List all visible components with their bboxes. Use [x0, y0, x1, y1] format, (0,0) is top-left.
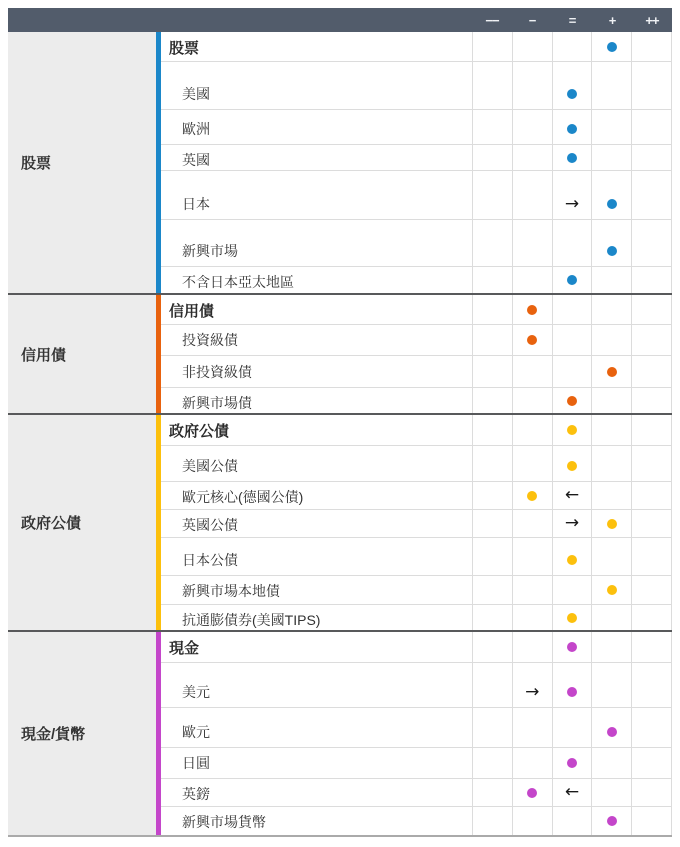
stance-cell-+: [591, 356, 631, 387]
stance-cells: [472, 779, 672, 806]
stance-cell-=: [552, 446, 592, 481]
column-header-overweight: +: [608, 12, 616, 28]
stance-cell-++: [631, 171, 671, 219]
stance-cell--: [512, 415, 552, 445]
stance-cell-=: [552, 748, 592, 778]
stance-cell---: [472, 807, 512, 835]
row-label: 新興市場貨幣: [182, 814, 266, 830]
table-body: [8, 32, 672, 837]
stance-cell-=: [552, 171, 592, 219]
stance-cells: [472, 295, 672, 324]
stance-cell-++: [631, 632, 671, 662]
stance-cell-+: [591, 576, 631, 604]
stance-dot: [527, 491, 537, 501]
stance-cell-++: [631, 538, 671, 575]
column-header-underweight: −: [528, 12, 536, 28]
table-row: [161, 110, 672, 145]
stance-cells: [472, 576, 672, 604]
stance-cell-+: [591, 538, 631, 575]
stance-dot: [567, 89, 577, 99]
stance-cells: [472, 171, 672, 219]
stance-cell--: [512, 807, 552, 835]
section-equities: [8, 32, 672, 293]
stance-cell--: [512, 663, 552, 707]
section-rows: [161, 415, 672, 630]
row-label: 信用債: [169, 302, 215, 320]
stance-cell--: [512, 482, 552, 509]
stance-cells: [472, 325, 672, 355]
column-header-strong-overweight: ++: [645, 12, 659, 28]
stance-cell--: [512, 510, 552, 537]
stance-cell-+: [591, 415, 631, 445]
stance-dot: [567, 153, 577, 163]
section-rows: [161, 632, 672, 835]
stance-cell---: [472, 415, 512, 445]
stance-cell-=: [552, 110, 592, 144]
section-credit: [8, 293, 672, 413]
row-label-cell: [161, 538, 472, 575]
row-label-cell: [161, 110, 472, 144]
stance-cell-++: [631, 779, 671, 806]
table-row: [161, 576, 672, 605]
stance-cell---: [472, 267, 512, 293]
stance-cells: [472, 356, 672, 387]
row-label-cell: [161, 145, 472, 170]
table-row: [161, 415, 672, 446]
stance-cell-+: [591, 110, 631, 144]
category-label: 股票: [8, 32, 156, 293]
table-row: [161, 632, 672, 663]
stance-cell-=: [552, 779, 592, 806]
stance-cell--: [512, 145, 552, 170]
stance-cell---: [472, 482, 512, 509]
section-cash: [8, 630, 672, 835]
stance-cell---: [472, 538, 512, 575]
stance-cell--: [512, 220, 552, 266]
row-label: 非投資級債: [182, 364, 252, 380]
stance-cell-++: [631, 295, 671, 324]
stance-cell--: [512, 110, 552, 144]
table-row: [161, 220, 672, 267]
stance-cell-++: [631, 388, 671, 413]
stance-cell-++: [631, 510, 671, 537]
stance-cell---: [472, 32, 512, 61]
stance-cell-++: [631, 267, 671, 293]
stance-cell-+: [591, 708, 631, 747]
table-row: [161, 663, 672, 708]
row-label-cell: [161, 295, 472, 324]
stance-cell-+: [591, 779, 631, 806]
stance-cell-++: [631, 62, 671, 109]
stance-cell-+: [591, 663, 631, 707]
stance-cell--: [512, 356, 552, 387]
stance-cell--: [512, 779, 552, 806]
table-row: [161, 538, 672, 576]
allocation-table: [8, 8, 672, 837]
row-label: 投資級債: [182, 332, 238, 348]
column-header-strong-underweight: −−: [485, 12, 499, 28]
stance-dot: [567, 425, 577, 435]
row-label-cell: [161, 632, 472, 662]
stance-cells: [472, 632, 672, 662]
row-label: 股票: [169, 39, 200, 57]
stance-cells: [472, 605, 672, 630]
stance-cell--: [512, 632, 552, 662]
row-label: 英國公債: [182, 517, 238, 533]
stance-cell-=: [552, 708, 592, 747]
stance-cell--: [512, 267, 552, 293]
section-rows: [161, 295, 672, 413]
stance-cells: [472, 538, 672, 575]
stance-dot: [607, 42, 617, 52]
stance-cell---: [472, 446, 512, 481]
row-label-cell: [161, 708, 472, 747]
row-label-cell: [161, 779, 472, 806]
row-label-cell: [161, 171, 472, 219]
row-label: 日本公債: [182, 552, 238, 568]
table-row: [161, 510, 672, 538]
row-label-cell: [161, 267, 472, 293]
stance-cell--: [512, 708, 552, 747]
stance-dot: [567, 461, 577, 471]
stance-cells: [472, 110, 672, 144]
category-label: 政府公債: [8, 415, 156, 630]
stance-cell-=: [552, 388, 592, 413]
row-label: 新興市場債: [182, 395, 252, 411]
stance-cell-=: [552, 510, 592, 537]
stance-cells: [472, 482, 672, 509]
stance-cell--: [512, 388, 552, 413]
stance-dot: [607, 367, 617, 377]
stance-dot: [567, 555, 577, 565]
stance-cell-+: [591, 325, 631, 355]
stance-cell-++: [631, 415, 671, 445]
stance-cell-=: [552, 145, 592, 170]
stance-cell-=: [552, 32, 592, 61]
row-label-cell: [161, 748, 472, 778]
stance-dot: [567, 396, 577, 406]
row-label-cell: [161, 325, 472, 355]
stance-cell--: [512, 171, 552, 219]
section-government_bonds: [8, 413, 672, 630]
stance-cell---: [472, 295, 512, 324]
stance-cells: [472, 145, 672, 170]
stance-cells: [472, 510, 672, 537]
stance-cell-++: [631, 708, 671, 747]
row-label: 新興市場: [182, 243, 238, 259]
column-header-neutral: =: [568, 12, 576, 28]
stance-cell---: [472, 62, 512, 109]
stance-cell--: [512, 295, 552, 324]
stance-cell-+: [591, 220, 631, 266]
stance-cell-+: [591, 748, 631, 778]
stance-cell-++: [631, 145, 671, 170]
stance-cell-++: [631, 32, 671, 61]
stance-cell-=: [552, 538, 592, 575]
stance-dot: [567, 613, 577, 623]
row-label-cell: [161, 576, 472, 604]
section-rows: [161, 32, 672, 293]
stance-cell--: [512, 62, 552, 109]
row-label: 抗通膨債券(美國TIPS): [182, 612, 321, 628]
stance-cells: [472, 220, 672, 266]
stance-cell---: [472, 779, 512, 806]
stance-cell---: [472, 708, 512, 747]
stance-cell-++: [631, 663, 671, 707]
stance-cell-=: [552, 482, 592, 509]
stance-cell-=: [552, 807, 592, 835]
stance-cells: [472, 708, 672, 747]
stance-cell---: [472, 110, 512, 144]
stance-cell-+: [591, 388, 631, 413]
stance-cell-=: [552, 576, 592, 604]
row-label: 英鎊: [182, 786, 210, 802]
table-row: [161, 267, 672, 293]
stance-cell---: [472, 325, 512, 355]
stance-cell-++: [631, 748, 671, 778]
stance-cell---: [472, 220, 512, 266]
row-label: 歐洲: [182, 121, 210, 137]
stance-dot: [567, 642, 577, 652]
row-label-cell: [161, 663, 472, 707]
stance-cell---: [472, 171, 512, 219]
stance-cell-++: [631, 576, 671, 604]
stance-cell-+: [591, 32, 631, 61]
shift-arrow-right-icon: →: [564, 193, 580, 214]
row-label: 新興市場本地債: [182, 583, 280, 599]
row-label-cell: [161, 446, 472, 481]
stance-cells: [472, 748, 672, 778]
stance-cell-+: [591, 446, 631, 481]
shift-arrow-left-icon: ←: [564, 485, 580, 505]
row-label-cell: [161, 482, 472, 509]
row-label: 歐元核心(德國公債): [182, 489, 304, 505]
row-label-cell: [161, 510, 472, 537]
table-row: [161, 446, 672, 482]
stance-cell-+: [591, 145, 631, 170]
row-label: 美國公債: [182, 458, 238, 474]
stance-cells: [472, 807, 672, 835]
stance-cell---: [472, 145, 512, 170]
shift-arrow-right-icon: →: [525, 681, 540, 702]
stance-cells: [472, 267, 672, 293]
stance-cell-=: [552, 325, 592, 355]
stance-cell--: [512, 325, 552, 355]
stance-cell--: [512, 32, 552, 61]
stance-cells: [472, 663, 672, 707]
stance-cell---: [472, 748, 512, 778]
stance-cell---: [472, 605, 512, 630]
table-row: [161, 171, 672, 220]
row-label-cell: [161, 807, 472, 835]
row-label: 歐元: [182, 724, 210, 740]
row-label: 現金: [169, 639, 200, 657]
stance-cell--: [512, 446, 552, 481]
stance-dot: [607, 585, 617, 595]
table-row: [161, 779, 672, 807]
stance-dot: [567, 687, 577, 697]
category-label: 信用債: [8, 295, 156, 413]
stance-dot: [567, 124, 577, 134]
stance-cells: [472, 62, 672, 109]
row-label-cell: [161, 415, 472, 445]
row-label: 日圓: [182, 755, 210, 771]
row-label: 日本: [182, 196, 210, 212]
stance-cell-=: [552, 220, 592, 266]
table-row: [161, 295, 672, 325]
row-label-cell: [161, 62, 472, 109]
stance-cell-=: [552, 356, 592, 387]
stance-cell-=: [552, 632, 592, 662]
stance-dot: [607, 727, 617, 737]
stance-cells: [472, 32, 672, 61]
row-label-cell: [161, 220, 472, 266]
stance-cell-+: [591, 605, 631, 630]
stance-cell-++: [631, 605, 671, 630]
stance-cell-=: [552, 415, 592, 445]
table-row: [161, 32, 672, 62]
stance-dot: [607, 246, 617, 256]
category-label: 現金/貨幣: [8, 632, 156, 835]
stance-cells: [472, 415, 672, 445]
row-label: 政府公債: [169, 422, 230, 440]
column-header-bar: [8, 8, 672, 32]
stance-cell-+: [591, 171, 631, 219]
table-row: [161, 807, 672, 835]
stance-dot: [527, 335, 537, 345]
table-row: [161, 708, 672, 748]
stance-cell---: [472, 388, 512, 413]
stance-cell---: [472, 663, 512, 707]
stance-cell-+: [591, 267, 631, 293]
stance-cells: [472, 388, 672, 413]
table-row: [161, 605, 672, 630]
stance-cell-++: [631, 325, 671, 355]
stance-cell-+: [591, 807, 631, 835]
stance-cell-++: [631, 807, 671, 835]
shift-arrow-left-icon: ←: [564, 782, 580, 802]
stance-dot: [527, 305, 537, 315]
stance-cell--: [512, 538, 552, 575]
table-row: [161, 388, 672, 413]
stance-cell---: [472, 632, 512, 662]
table-row: [161, 325, 672, 356]
stance-cell-++: [631, 356, 671, 387]
stance-cell-=: [552, 62, 592, 109]
stance-cell---: [472, 576, 512, 604]
row-label-cell: [161, 32, 472, 61]
stance-cell-++: [631, 482, 671, 509]
stance-dot: [567, 758, 577, 768]
stance-cell--: [512, 605, 552, 630]
stance-cell--: [512, 748, 552, 778]
row-label: 美國: [182, 86, 210, 102]
stance-cell-=: [552, 605, 592, 630]
header-spacer: [8, 8, 472, 32]
stance-cell---: [472, 510, 512, 537]
stance-cell-++: [631, 446, 671, 481]
stance-cells: [472, 446, 672, 481]
row-label-cell: [161, 388, 472, 413]
stance-cell-=: [552, 295, 592, 324]
stance-dot: [567, 275, 577, 285]
table-row: [161, 356, 672, 388]
stance-dot: [607, 199, 617, 209]
row-label-cell: [161, 356, 472, 387]
stance-cell-+: [591, 482, 631, 509]
stance-cell-++: [631, 220, 671, 266]
stance-cell--: [512, 576, 552, 604]
table-row: [161, 62, 672, 110]
row-label: 不含日本亞太地區: [182, 274, 294, 290]
shift-arrow-right-icon: →: [564, 513, 580, 533]
stance-cell-+: [591, 510, 631, 537]
stance-dot: [527, 788, 537, 798]
stance-dot: [607, 519, 617, 529]
stance-cell-=: [552, 267, 592, 293]
table-row: [161, 145, 672, 171]
row-label: 美元: [182, 684, 210, 700]
table-row: [161, 748, 672, 779]
row-label-cell: [161, 605, 472, 630]
stance-dot: [607, 816, 617, 826]
stance-cell-=: [552, 663, 592, 707]
stance-cell-+: [591, 62, 631, 109]
stance-cell-++: [631, 110, 671, 144]
row-label: 英國: [182, 152, 210, 168]
stance-cell---: [472, 356, 512, 387]
table-row: [161, 482, 672, 510]
stance-cell-+: [591, 632, 631, 662]
stance-cell-+: [591, 295, 631, 324]
